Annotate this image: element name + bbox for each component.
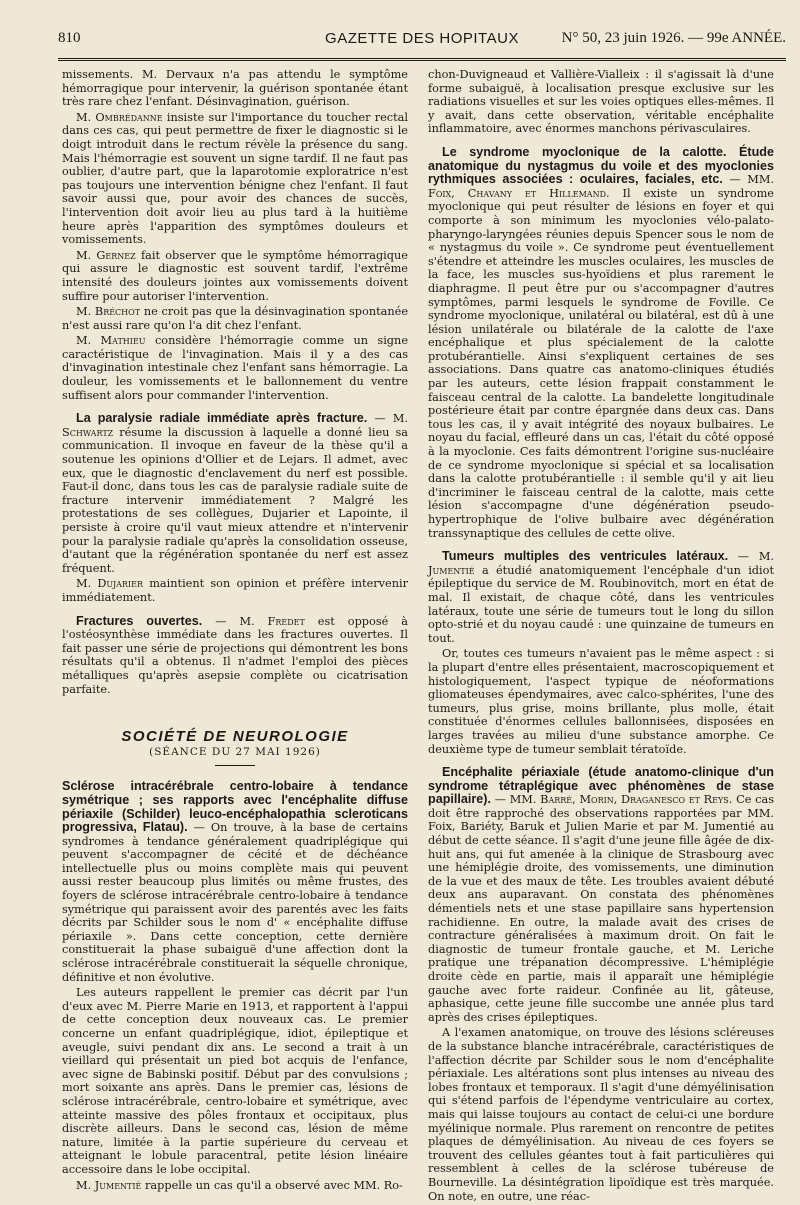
speaker-name: M. Bréchot — [76, 305, 141, 319]
paragraph — [62, 986, 408, 1176]
section-title: La paralysie radiale immédiate après fracture. — [76, 411, 368, 426]
page-header — [58, 30, 786, 56]
speaker-name: M. Mathieu — [76, 334, 146, 348]
page-number: 810 — [58, 30, 81, 46]
paragraph-text: insiste sur l'importance du toucher rectal dans ces cas, qui peut permettre de fixer le diagnostic si le doigt introduit dans le rectum révèle la présence du sang. Mais l'hémorragie est souvent un signe tardif. Il ne faut pas oublier, d'autre part, que la laparotomie exploratrice n'est pas toujours une intervention bénigne chez l'enfant. Il faut savoir aussi que, pour avoir des chances de succès, l'intervention doit avoir lieu au plus tard à la huitième heure après l'apparition des symptômes douleurs et vomissements. — [62, 110, 409, 247]
paragraph-text: missements. M. Dervaux n'a pas attendu le symptôme hémorragique pour intervenir, la guérison spontanée étant très rare chez l'enfant. Désinvagination, guérison. — [62, 68, 408, 109]
right-column — [428, 68, 774, 1205]
paragraph-text: considère l'hémorragie comme un signe caractéristique de l'invagination. Mais il y a des cas d'invagination intestinale chez l'enfant sans hémorragie. La douleur, les vomissements et le ballonnement du ventre suffisent alors pour commander l'intervention. — [62, 334, 408, 402]
speaker-name: M. Jumentié — [76, 1178, 142, 1192]
section-paragraph: Fractures ouvertes. — M. Fredet est opposé à l'ostéosynthèse immédiate dans les fractures ouvertes. Il fait passer une série de projections qui démontrent les bons résultats qu'il a obtenus. Il n'admet l'emploi des pièces métalliques qu'après asepsie complète ou cicatrisation parfaite. — [62, 613, 408, 696]
speaker-name: M. Dujarier — [76, 577, 143, 591]
section-paragraph: Le syndrome myoclonique de la calotte. Étude anatomique du nystagmus du voile et des myoclonies rythmiques associées : oculaires, faciales, etc. — MM. Foix, Chavany et Hillemand. Il existe un syndrome myoclonique qui peut résulter de lésions en foyer et qui comporte à son minimum les myoclonies vélo-palato-pharyngo-laryngées réunies depuis Spencer sous le nom de « nystagmus du voile ». Ce syndrome peut éventuellement s'étendre et atteindre les muscles oculaires, les muscles de la face, les muscles sus-hyoïdiens et plus rarement le diaphragme. Il peut être pur ou s'accompagner d'autres symptômes, parmi lesquels le syndrome de Foville. Ce syndrome myoclonique, unilatéral ou bilatéral, est dû à une lésion unilatérale ou bilatérale de la calotte de l'axe encéphalique et plus spécialement de la calotte protubérantielle. Ainsi s'expliquent certaines de ses associations. Dans quatre cas anatomo-cliniques étudiés par les auteurs, cette lésion frappait constamment le faisceau central de la calotte. La bandelette longitudinale postérieure était par contre épargnée dans deux cas. Dans tous les cas, il y avait intégrité des noyaux bulbaires. Le noyau du facial, effleuré dans un cas, l'était du côté opposé à la myoclonie. Ces faits démontrent l'origine sus-nucléaire de ce syndrome myoclonique si spécial et sa localisation dans la calotte protubérantielle : il semble qu'il y ait lieu d'incriminer le faisceau central de la calotte, mais cette lésion s'accompagne d'une dégénération pseudo-hypertrophique de l'olive bulbaire avec dégénération transsynaptique des cellules de cette olive. — [428, 144, 774, 540]
society-heading: SOCIÉTÉ DE NEUROLOGIE — [121, 728, 349, 746]
paragraph-text: chon-Duvigneaud et Vallière-Vialleix : il s'agissait là d'une forme subaiguë, à localisation presque exclusive sur les radiations visuelles et sur les voies optiques elles-mêmes. Il y avait, dans cette observation, véritable encéphalite inflammatoire, avec énormes manchons périvasculaires. — [428, 68, 774, 136]
section-paragraph: Sclérose intracérébrale centro-lobaire à tendance symétrique ; ses rapports avec l'encéphalite diffuse périaxile (Schilder) leuco-encéphalopathia scleroticans progressiva, Flatau). — On trouve, à la base de certains syndromes à tendance généralement quadriplégique qui peuvent s'accompagner de cécité et de déchéance intellectuelle plus ou moins complète mais qui peuvent aussi rester beaucoup plus limités ou même frustes, des foyers de sclérose intracérébrale centro-lobaire à tendance symétrique qui paraissent avoir des parentés avec les faits décrits par Schilder sous le nom d' « encéphalite diffuse périaxile ». Dans cette conception, cette dernière constituerait la phase subaiguë d'une affection dont la sclérose intracérébrale constituerait la séquelle chronique, définitive et non évolutive. — [62, 779, 408, 984]
paragraph — [62, 249, 408, 303]
section-title: Sclérose intracérébrale centro-lobaire à tendance symétrique ; ses rapports avec l'encéphalite diffuse périaxile (Schilder) leuco-encéphalopathia scleroticans progressiva, Flatau). — [62, 779, 408, 835]
section-paragraph: Encéphalite périaxiale (étude anatomo-clinique d'un syndrome tétraplégique avec phénomènes de stase papillaire). — MM. Barré, Morin, Draganesco et Reys. Ce cas doit être rapproché des observations rapportées par MM. Foix, Bariéty, Baruk et Julien Marie et par M. Jumentié au début de cette séance. Il s'agit d'une jeune fille âgée de dix-huit ans, qui fut amenée à la clinique de Strasbourg avec une hémiplégie droite, des vomissements, une diminution de la vue et des maux de tête. Les troubles avaient débuté deux ans auparavant. On constata des phénomènes démentiels nets et une stase papillaire sans hypertension rachidienne. En outre, la malade avait des crises de contracture généralisées à maximum droit. On fait le diagnostic de tumeur frontale gauche, et M. Leriche pratique une trépanation décompressive. L'hémiplégie droite cède en partie, mais il apparaît une hémiplégie gauche avec forte raideur. Confinée au lit, gâteuse, aphasique, cette jeune fille succombe une année plus tard après des crises épileptiques. — [428, 765, 775, 1024]
paragraph-text: ne croit pas que la désinvagination spontanée n'est aussi rare qu'on l'a dit chez l'enfant. — [62, 305, 409, 332]
session-date: (SÉANCE DU 27 MAI 1926) — [149, 745, 321, 758]
paragraph — [62, 68, 408, 109]
journal-title: GAZETTE DES HOPITAUX — [325, 30, 519, 47]
divider — [215, 765, 255, 766]
paragraph-text: Or, toutes ces tumeurs n'avaient pas le même aspect : si la plupart d'entre elles présentaient, macroscopiquement et histologiquement, l'aspect typique de néoformations gliomateuses épendymaires, avec calco-sphérites, l'une des tumeurs, plus grise, moins brillante, plus molle, était constituée d'énormes cellules ballonnisées, disposées en larges travées au milieu d'une substance amorphe. Ce deuxième type de tumeur semblait tératoïde. — [428, 647, 774, 756]
speaker-name: MM. Barré, Morin, Draganesco et Reys. — [509, 793, 733, 807]
speaker-name: MM. Foix, Chavany et Hillemand. — [428, 173, 774, 200]
paragraph — [62, 577, 408, 604]
issue-info: N° 50, 23 juin 1926. — 99e ANNÉE. — [561, 30, 786, 46]
section-paragraph: La paralysie radiale immédiate après fracture. — M. Schwartz résume la discussion à laquelle a donné lieu sa communication. Il invoque en faveur de la thèse qu'il a soutenue les opinions d'Ollier et de Lejars. Il admet, avec eux, que le diagnostic d'enclavement du nerf est possible. Faut-il donc, dans tous les cas de paralysie radiale suite de fracture intervenir immédiatement ? Malgré les protestations de ses collègues, Dujarier et Lapointe, il persiste à croire qu'il vaut mieux attendre et n'intervenir pour la paralysie radiale qu'après la consolidation osseuse, d'autant que la régénération spontanée du nerf est assez fréquent. — [62, 411, 409, 575]
speaker-name: M. Gernez — [76, 248, 136, 262]
section-title: Tumeurs multiples des ventricules latéraux. — [442, 549, 729, 564]
speaker-name: M. Schwartz — [62, 412, 409, 439]
paragraph-text: rappelle un cas qu'il a observé avec MM. Ro- — [144, 1178, 403, 1192]
section-title: Encéphalite périaxiale (étude anatomo-clinique d'un syndrome tétraplégique avec phénomènes de stase papillaire). — [428, 765, 774, 807]
paragraph — [62, 111, 408, 247]
paragraph-text: résume la discussion à laquelle a donné lieu sa communication. Il invoque en faveur de la thèse qu'il a soutenue les opinions d'Ollier et de Lejars. Il admet, avec eux, que le diagnostic d'enclavement du nerf est possible. Faut-il donc, dans tous les cas de paralysie radiale suite de fracture intervenir immédiatement ? Malgré les protestations de ses collègues, Dujarier et Lapointe, il persiste à croire qu'il vaut mieux attendre et n'intervenir pour la paralysie radiale qu'après la consolidation osseuse, d'autant que la régénération spontanée du nerf est assez fréquent. — [62, 425, 409, 575]
paragraph-text: Les auteurs rappellent le premier cas décrit par l'un d'eux avec M. Pierre Marie en 1913, et rapportent à l'appui de cette conception deux nouveaux cas. Le premier concerne un enfant quadriplégique, idiot, épileptique et aveugle, suivi pendant dix ans. Le second a trait à un vieillard qui présentait un pied bot acquis de l'enfance, avec signe de Babinski positif. Début par des convulsions ; mort soixante ans après. Dans le premier cas, lésions de sclérose intracérébrale, centro-lobaire et symétrique, avec atteinte massive des pôles frontaux et occipitaux, plus discrète ailleurs. Dans le second cas, lésion de même nature, limitée à la partie supérieure du cerveau et atteignant le lobule paracentral, petite lésion linéaire accessoire dans le lobe occipital. — [62, 986, 408, 1176]
paragraph-text: maintient son opinion et préfère intervenir immédiatement. — [62, 577, 409, 604]
paragraph-text: fait observer que le symptôme hémorragique qui assure le diagnostic est souvent tardif, l'extrême intensité des douleurs jointes aux vomissements doivent suffire pour autoriser l'intervention. — [62, 248, 408, 303]
paragraph — [428, 1026, 774, 1203]
paragraph-text: A l'examen anatomique, on trouve des lésions scléreuses de la substance blanche intracérébrale, caractéristiques de l'affection décrite par Schilder sous le nom d'encéphalite périaxiale. Les altérations sont plus intenses au niveau des lobes frontaux et temporaux. Il s'agit d'une démyélinisation qui s'étend parfois de l'épendyme ventriculaire au cortex, mais qui laisse toujours au contact de celui-ci une bordure myélinique normale. Plus rarement on rencontre de petites plaques de démyélinisation. Au niveau de ces foyers se trouvent des cellules géantes tout à fait particulières qui ressemblent à celles de la sclérose tubéreuse de Bourneville. La désintégration lipoïdique est très marquée. On note, en outre, une réac- — [428, 1026, 774, 1203]
paragraph-text: Il existe un syndrome myoclonique qui peut résulter de lésions en foyer et qui comporte à son minimum les myoclonies vélo-palato-pharyngo-laryngées réunies depuis Spencer sous le nom de « nystagmus du voile ». Ce syndrome peut éventuellement s'étendre et atteindre les muscles oculaires, les muscles de la face, les muscles sus-hyoïdiens et plus rarement le diaphragme. Il peut être pur ou s'accompagner d'autres symptômes, parmi lesquels le syndrome de Foville. Ce syndrome myoclonique, unilatéral ou bilatéral, est dû à une lésion unilatérale ou bilatérale de la calotte de l'axe encéphalique et plus spécialement de la calotte protubérantielle. Ainsi s'expliquent certaines de ses associations. Dans quatre cas anatomo-cliniques étudiés par les auteurs, cette lésion frappait constamment le faisceau central de la calotte. La bandelette longitudinale postérieure était par contre épargnée dans deux cas. Dans tous les cas, il y avait intégrité des noyaux bulbaires. Le noyau du facial, effleuré dans un cas, l'était du côté opposé à la myoclonie. Ces faits démontrent l'origine sus-nucléaire de ce syndrome myoclonique si spécial et sa localisation dans la calotte protubérantielle : il semble qu'il y ait lieu d'incriminer le faisceau central de la calotte, mais cette lésion s'accompagne d'une dégénération pseudo-hypertrophique de l'olive bulbaire avec dégénération transsynaptique des cellules de cette olive. — [428, 186, 774, 540]
paragraph — [62, 305, 408, 332]
section-title: Le syndrome myoclonique de la calotte. Étude anatomique du nystagmus du voile et des myoclonies rythmiques associées : oculaires, faciales, etc. — [428, 144, 774, 187]
paragraph-text: Ce cas doit être rapproché des observations rapportées par MM. Foix, Bariéty, Baruk et Julien Marie et par M. Jumentié au début de cette séance. Il s'agit d'une jeune fille âgée de dix-huit ans, qui fut amenée à la clinique de Strasbourg avec une hémiplégie droite, des vomissements, une diminution de la vue et des maux de tête. Les troubles avaient débuté deux ans auparavant. On constata des phénomènes démentiels nets et une stase papillaire sans hypertension rachidienne. En outre, la malade avait des crises de contracture généralisées à maximum droit. On fait le diagnostic de tumeur frontale gauche, et M. Leriche pratique une trépanation décompressive. L'hémiplégie droite cède en partie, mais il apparaît une hémiplégie gauche avec forte raideur. Confinée au lit, gâteuse, aphasique, cette jeune fille succombe une année plus tard après des crises épileptiques. — [428, 793, 775, 1024]
speaker-name: M. Fredet — [239, 614, 305, 628]
paragraph-text: a étudié anatomiquement l'encéphale d'un idiot épileptique du service de M. Roubinovitch, mort en état de mal. Il existait, de chaque côté, dans les ventricules latéraux, toute une série de tumeurs tout le long du sillon opto-strié et du noyau caudé : une quinzaine de tumeurs en tout. — [428, 563, 774, 645]
speaker-name: M. Jumentié — [428, 550, 774, 577]
paragraph — [428, 647, 774, 756]
paragraph — [428, 68, 774, 136]
paragraph — [62, 334, 408, 402]
section-title: Fractures ouvertes. — [76, 613, 203, 628]
left-column — [62, 68, 408, 1194]
paragraph-text: On trouve, à la base de certains syndromes à tendance généralement quadriplégique qui peuvent s'accompagner de cécité et de déchéance intellectuelle plus ou moins complète mais qui peuvent aussi rester beaucoup plus limités ou même frustes, des foyers de sclérose intracérébrale centro-lobaire à tendance symétrique qui paraissent avoir des parentés avec les faits décrits par Schilder sous le nom d' « encéphalite diffuse périaxile ». Dans cette conception, cette dernière constituerait la phase subaiguë d'une affection dont la sclérose intracérébrale constituerait la séquelle chronique, définitive et non évolutive. — [62, 821, 408, 984]
header-rule — [58, 58, 786, 61]
section-paragraph: Tumeurs multiples des ventricules latéraux. — M. Jumentié a étudié anatomiquement l'encéphale d'un idiot épileptique du service de M. Roubinovitch, mort en état de mal. Il existait, de chaque côté, dans les ventricules latéraux, toute une série de tumeurs tout le long du sillon opto-strié et du noyau caudé : une quinzaine de tumeurs en tout. — [428, 549, 774, 645]
speaker-name: M. Ombrédanne — [76, 110, 163, 124]
paragraph-text: est opposé à l'ostéosynthèse immédiate dans les fractures ouvertes. Il fait passer une série de projections qui démontrent les bons résultats qu'il a obtenus. Il n'admet l'emploi des pièces métalliques qu'après asepsie complète ou cicatrisation parfaite. — [62, 614, 408, 696]
